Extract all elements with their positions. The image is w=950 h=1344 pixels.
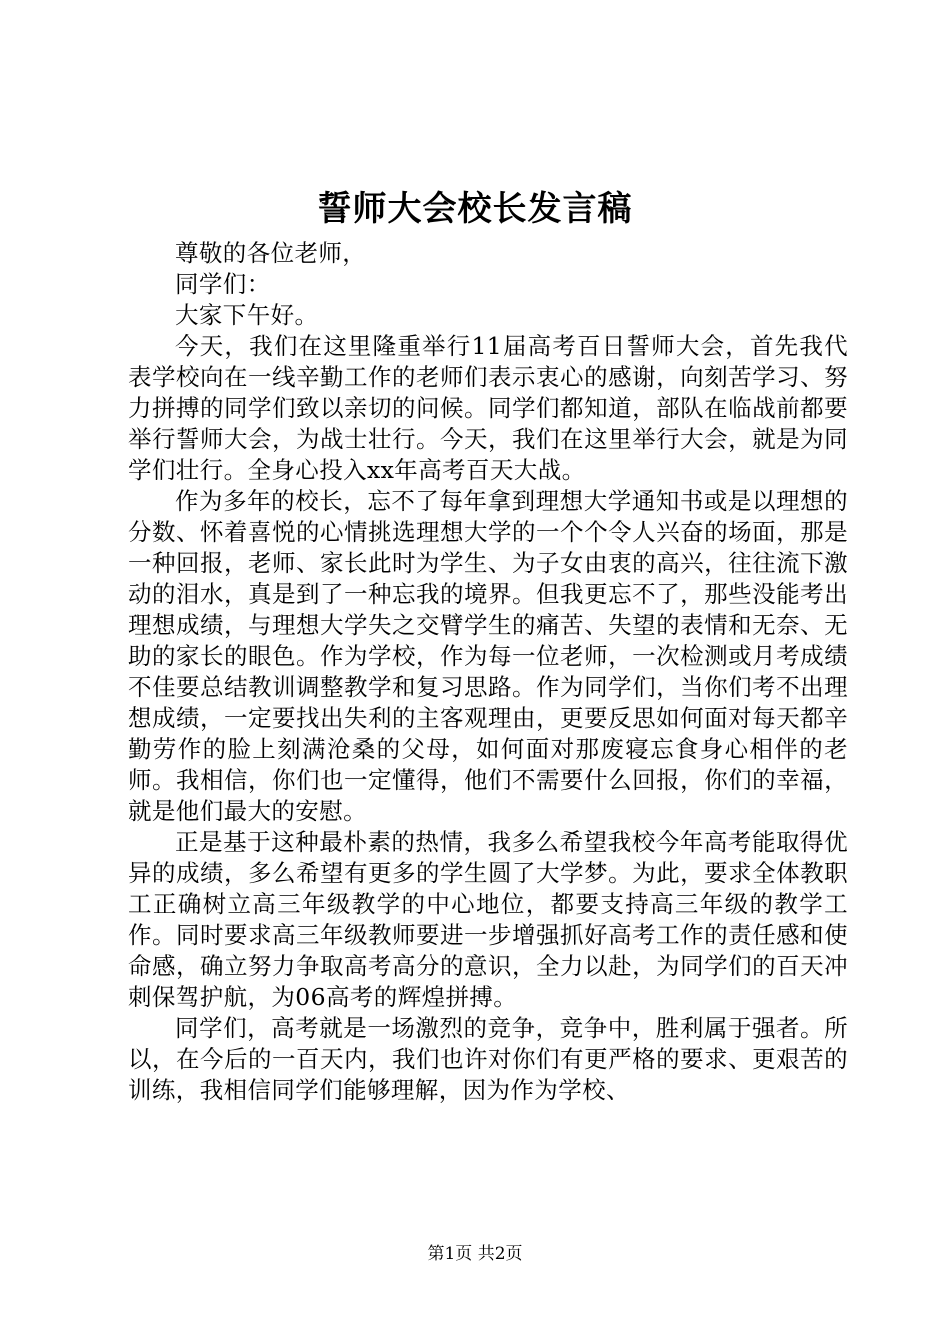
paragraph-1: 今天，我们在这里隆重举行11届高考百日誓师大会，首先我代表学校向在一线辛勤工作的老师们表示衷心的感谢，向刻苦学习、努力拼搏的同学们致以亲切的问候。同学们都知道，部队在临战前都要举行誓师大会，为战士壮行。今天，我们在这里举行大会，就是为同学们壮行。全身心投入xx年高考百天大战。: [128, 332, 848, 484]
document-title: 誓师大会校长发言稿: [317, 189, 633, 229]
paragraph-3: 正是基于这种最朴素的热情，我多么希望我校今年高考能取得优异的成绩，多么希望有更多的学生圆了大学梦。为此，要求全体教职工正确树立高三年级教学的中心地位，都要支持高三年级的教学工作。同时要求高三年级教师要进一步增强抓好高考工作的责任感和使命感，确立努力争取高考高分的意识，全力以赴，为同学们的百天冲刺保驾护航，为06高考的辉煌拼搏。: [128, 828, 848, 1011]
salutation-line-2: 同学们：: [175, 270, 271, 298]
page-footer: 第1页 共2页: [427, 1244, 523, 1264]
paragraph-4: 同学们，高考就是一场激烈的竞争，竞争中，胜利属于强者。所以，在今后的一百天内，我们也许对你们有更严格的要求、更艰苦的训练，我相信同学们能够理解，因为作为学校、: [128, 1014, 848, 1104]
salutation-line-1: 尊敬的各位老师，: [175, 239, 367, 267]
document-body: [128, 238, 848, 1106]
greeting-line: 大家下午好。: [175, 301, 319, 329]
paragraph-2: 作为多年的校长，忘不了每年拿到理想大学通知书或是以理想的分数、怀着喜悦的心情挑选理想大学的一个个令人兴奋的场面，那是一种回报，老师、家长此时为学生、为子女由衷的高兴，往往流下激动的泪水，真是到了一种忘我的境界。但我更忘不了，那些没能考出理想成绩，与理想大学失之交臂学生的痛苦、失望的表情和无奈、无助的家长的眼色。作为学校，作为每一位老师，一次检测或月考成绩不佳要总结教训调整教学和复习思路。作为同学们，当你们考不出理想成绩，一定要找出失利的主客观理由，更要反思如何面对每天都辛勤劳作的脸上刻满沧桑的父母，如何面对那废寝忘食身心相伴的老师。我相信，你们也一定懂得，他们不需要什么回报，你们的幸福，就是他们最大的安慰。: [128, 487, 848, 825]
